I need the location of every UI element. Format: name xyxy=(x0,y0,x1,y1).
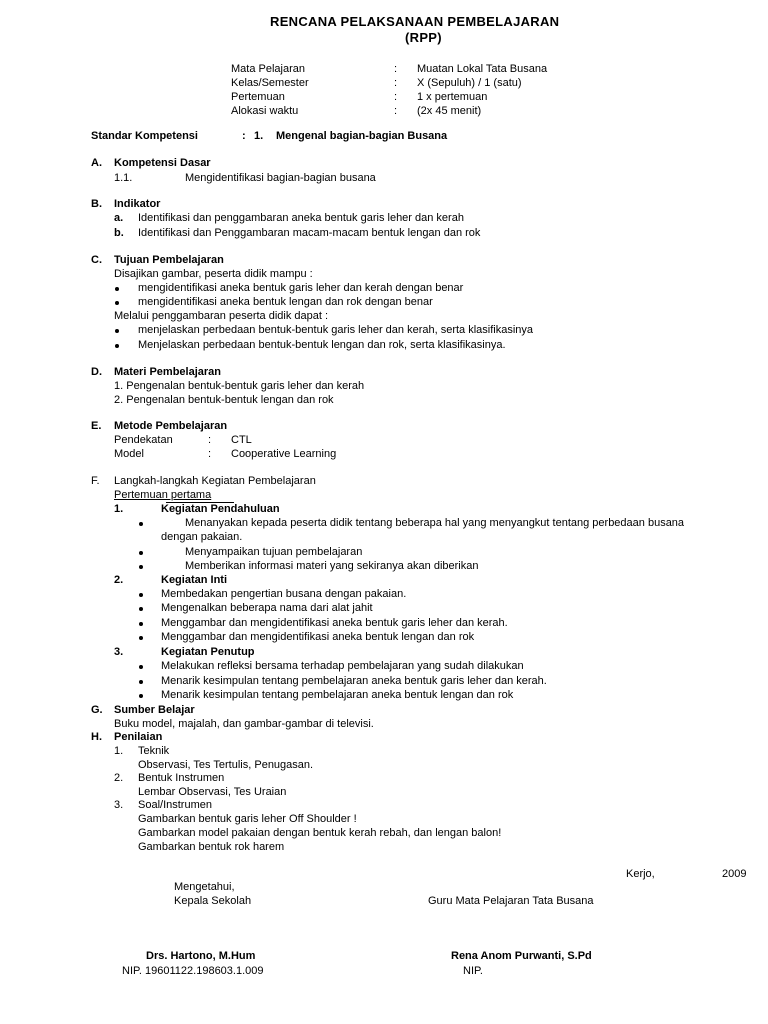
section-g-letter: G. xyxy=(91,704,103,716)
list-item: Menarik kesimpulan tentang pembelajaran aneka bentuk lengan dan rok xyxy=(161,689,514,701)
bullet-icon xyxy=(115,329,119,333)
bullet-icon xyxy=(139,522,143,526)
info-value: X (Sepuluh) / 1 (satu) xyxy=(417,77,522,89)
section-g-text: Buku model, majalah, dan gambar-gambar di televisi. xyxy=(114,718,374,730)
info-label: Pertemuan xyxy=(231,91,285,103)
section-b-title: Indikator xyxy=(114,198,161,210)
standar-sep: : xyxy=(242,130,246,142)
bullet-icon xyxy=(139,680,143,684)
list-item: Memberikan informasi materi yang sekiranya akan diberikan xyxy=(185,560,479,572)
info-label: Mata Pelajaran xyxy=(231,63,305,75)
teacher-role: Guru Mata Pelajaran Tata Busana xyxy=(428,895,594,907)
bullet-icon xyxy=(115,344,119,348)
indicator-marker: b. xyxy=(114,227,124,239)
section-d-title: Materi Pembelajaran xyxy=(114,366,221,378)
method-label: Pendekatan xyxy=(114,434,173,446)
standar-num: 1. xyxy=(254,130,264,142)
section-c-intro: Disajikan gambar, peserta didik mampu : xyxy=(114,268,313,280)
section-a-letter: A. xyxy=(91,157,102,169)
assessment-num: 3. xyxy=(114,799,124,811)
list-item: Mengenalkan beberapa nama dari alat jahit xyxy=(161,602,373,614)
section-g-title: Sumber Belajar xyxy=(114,704,195,716)
list-item: Menanyakan kepada peserta didik tentang beberapa hal yang menyangkut tentang perbedaan busana xyxy=(185,517,685,529)
teacher-name: Rena Anom Purwanti, S.Pd xyxy=(451,950,592,962)
method-value: Cooperative Learning xyxy=(231,448,337,460)
section-d-letter: D. xyxy=(91,366,102,378)
list-item: dengan pakaian. xyxy=(161,531,243,543)
indicator-text: Identifikasi dan penggambaran aneka bentuk garis leher dan kerah xyxy=(138,212,464,224)
assessment-line: Observasi, Tes Tertulis, Penugasan. xyxy=(138,759,314,771)
activity-num: 3. xyxy=(114,646,124,658)
method-label: Model xyxy=(114,448,144,460)
info-value: (2x 45 menit) xyxy=(417,105,482,117)
section-h-letter: H. xyxy=(91,731,102,743)
list-item: Melakukan refleksi bersama terhadap pembelajaran yang sudah dilakukan xyxy=(161,660,524,672)
section-c-title: Tujuan Pembelajaran xyxy=(114,254,224,266)
assessment-num: 2. xyxy=(114,772,124,784)
info-sep: : xyxy=(394,91,398,103)
method-sep: : xyxy=(208,448,212,460)
list-item: Menarik kesimpulan tentang pembelajaran aneka bentuk garis leher dan kerah. xyxy=(161,675,547,687)
list-item: menjelaskan perbedaan bentuk-bentuk garis leher dan kerah, serta klasifikasinya xyxy=(138,324,534,336)
list-item: Menjelaskan perbedaan bentuk-bentuk lengan dan rok, serta klasifikasinya. xyxy=(138,339,506,351)
section-e-letter: E. xyxy=(91,420,102,432)
info-sep: : xyxy=(394,63,398,75)
method-value: CTL xyxy=(231,434,252,446)
assessment-label: Soal/Instrumen xyxy=(138,799,212,811)
info-sep: : xyxy=(394,77,398,89)
page-title: RENCANA PELAKSANAAN PEMBELAJARAN xyxy=(270,14,560,29)
page-subtitle: (RPP) xyxy=(405,30,442,45)
list-item: Menggambar dan mengidentifikasi aneka bentuk garis leher dan kerah. xyxy=(161,617,508,629)
activity-num: 2. xyxy=(114,574,124,586)
bullet-icon xyxy=(139,551,143,555)
section-a-text: Mengidentifikasi bagian-bagian busana xyxy=(185,172,376,184)
activity-title: Kegiatan Pendahuluan xyxy=(161,503,280,515)
section-f-title: Langkah-langkah Kegiatan Pembelajaran xyxy=(114,475,316,487)
activity-num: 1. xyxy=(114,503,124,515)
bullet-icon xyxy=(139,607,143,611)
list-item: mengidentifikasi aneka bentuk garis leher dan kerah dengan benar xyxy=(138,282,464,294)
assessment-num: 1. xyxy=(114,745,124,757)
list-item: Menggambar dan mengidentifikasi aneka bentuk lengan dan rok xyxy=(161,631,475,643)
assessment-line: Lembar Observasi, Tes Uraian xyxy=(138,786,287,798)
bullet-icon xyxy=(139,593,143,597)
list-item: 2. Pengenalan bentuk-bentuk lengan dan rok xyxy=(114,394,334,406)
list-item: 1. Pengenalan bentuk-bentuk garis leher dan kerah xyxy=(114,380,365,392)
bullet-icon xyxy=(115,287,119,291)
list-item: mengidentifikasi aneka bentuk lengan dan rok dengan benar xyxy=(138,296,433,308)
assessment-line: Gambarkan bentuk rok harem xyxy=(138,841,285,853)
bullet-icon xyxy=(139,636,143,640)
info-label: Kelas/Semester xyxy=(231,77,309,89)
signature-place: Kerjo, xyxy=(626,868,655,880)
section-c-intro: Melalui penggambaran peserta didik dapat : xyxy=(114,310,329,322)
section-a-title: Kompetensi Dasar xyxy=(114,157,211,169)
indicator-text: Identifikasi dan Penggambaran macam-macam bentuk lengan dan rok xyxy=(138,227,481,239)
bullet-icon xyxy=(139,565,143,569)
principal-name: Drs. Hartono, M.Hum xyxy=(146,950,256,962)
section-c-letter: C. xyxy=(91,254,102,266)
bullet-icon xyxy=(115,301,119,305)
indicator-marker: a. xyxy=(114,212,124,224)
info-value: Muatan Lokal Tata Busana xyxy=(417,63,548,75)
method-sep: : xyxy=(208,434,212,446)
info-label: Alokasi waktu xyxy=(231,105,299,117)
info-sep: : xyxy=(394,105,398,117)
signature-year: 2009 xyxy=(722,868,747,880)
assessment-line: Gambarkan model pakaian dengan bentuk kerah rebah, dan lengan balon! xyxy=(138,827,502,839)
standar-label: Standar Kompetensi xyxy=(91,130,198,142)
activity-title: Kegiatan Penutup xyxy=(161,646,255,658)
activity-title: Kegiatan Inti xyxy=(161,574,228,586)
assessment-line: Gambarkan bentuk garis leher Off Shoulder ! xyxy=(138,813,357,825)
info-value: 1 x pertemuan xyxy=(417,91,488,103)
section-b-letter: B. xyxy=(91,198,102,210)
bullet-icon xyxy=(139,665,143,669)
acknowledged-label: Mengetahui, xyxy=(174,881,235,893)
principal-role: Kepala Sekolah xyxy=(174,895,252,907)
list-item: Menyampaikan tujuan pembelajaran xyxy=(185,546,363,558)
teacher-nip: NIP. xyxy=(463,965,483,977)
section-e-title: Metode Pembelajaran xyxy=(114,420,228,432)
assessment-label: Teknik xyxy=(138,745,170,757)
meeting-label: Pertemuan pertama xyxy=(114,489,212,501)
section-a-num: 1.1. xyxy=(114,172,133,184)
section-h-title: Penilaian xyxy=(114,731,163,743)
principal-nip: NIP. 19601122.198603.1.009 xyxy=(122,965,264,977)
section-f-letter: F. xyxy=(91,475,100,487)
bullet-icon xyxy=(139,694,143,698)
assessment-label: Bentuk Instrumen xyxy=(138,772,225,784)
list-item: Membedakan pengertian busana dengan pakaian. xyxy=(161,588,407,600)
bullet-icon xyxy=(139,622,143,626)
standar-text: Mengenal bagian-bagian Busana xyxy=(276,130,448,142)
